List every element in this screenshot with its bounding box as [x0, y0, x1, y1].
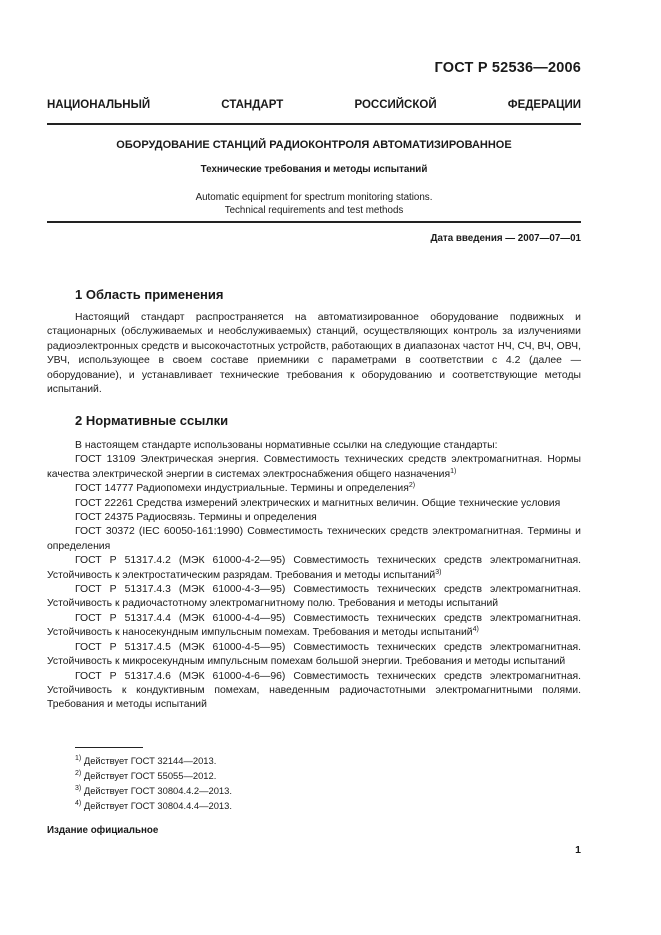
section1-heading: 1 Область применения [75, 287, 224, 302]
footnote-mark: 4) [472, 626, 479, 634]
reference-text: ГОСТ Р 51317.4.5 (МЭК 61000-4-5—95) Совместимость технических средств электромагнитная. Устойчивость к микросекундным импульсным помехам большой энергии. Требования и методы испытаний [47, 641, 581, 668]
footnote-text: Действует ГОСТ 55055—2012. [83, 770, 217, 781]
reference-text: ГОСТ 13109 Электрическая энергия. Совместимость технических средств электромагнитная. Нормы качества электрической энергии в системах электроснабжения общего назначения [47, 454, 581, 480]
page-number: 1 [575, 844, 581, 856]
section1-body [47, 311, 581, 397]
official-edition: Издание официальное [47, 825, 159, 836]
reference-item [47, 670, 581, 713]
footnote-text: Действует ГОСТ 32144—2013. [83, 755, 217, 766]
reference-text: ГОСТ 24375 Радиосвязь. Термины и определения [75, 512, 317, 524]
footnote-text: Действует ГОСТ 30804.4.4—2013. [83, 800, 232, 811]
reference-text: ГОСТ Р 51317.4.4 (МЭК 61000-4-4—95) Совместимость технических средств электромагнитная. Устойчивость к наносекундным импульсным помехам. Требования и методы испытаний [47, 612, 581, 639]
english-title [47, 191, 581, 217]
footnote-mark: 3) [435, 568, 442, 576]
reference-item [47, 453, 581, 482]
footnote-item [75, 798, 232, 813]
reference-item [47, 525, 581, 554]
reference-item [47, 497, 581, 511]
english-title-line2: Technical requirements and test methods [224, 205, 404, 216]
reference-item [47, 612, 581, 641]
footnote-mark: 2) [75, 770, 82, 777]
footnote-item [75, 783, 232, 798]
reference-text: ГОСТ Р 51317.4.3 (МЭК 61000-4-3—95) Совместимость технических средств электромагнитная. Устойчивость к радиочастотному электромагнитному полю. Требования и методы испытаний [47, 584, 581, 610]
reference-item [47, 511, 581, 525]
section2-heading: 2 Нормативные ссылки [75, 413, 229, 428]
footnote-mark: 2) [408, 482, 416, 490]
footnote-text: Действует ГОСТ 30804.4.2—2013. [83, 785, 232, 796]
reference-item [47, 482, 581, 496]
reference-text: ГОСТ 22261 Средства измерений электрических и магнитных величин. Общие технические условия [75, 497, 561, 509]
footnote-item [75, 753, 232, 768]
reference-item [47, 554, 581, 583]
reference-text: ГОСТ Р 51317.4.6 (МЭК 61000-4-6—96) Совместимость технических средств электромагнитная. Устойчивость к кондуктивным помехам, наведенным радиочастотными электромагнитными полями. Требования и методы испытаний [47, 670, 581, 711]
footnote-mark: 3) [75, 785, 82, 792]
footnote-mark: 4) [75, 800, 82, 807]
middle-rule [47, 221, 581, 223]
reference-text: ГОСТ Р 51317.4.2 (МЭК 61000-4-2—95) Совместимость технических средств электромагнитная. Устойчивость к электростатическим разрядам. Требования и методы испытаний [47, 555, 581, 581]
section1-paragraph: Настоящий стандарт распространяется на автоматизированное оборудование подвижных и стационарных (обслуживаемых и необслуживаемых) станций, осуществляющих контроль за излучениями радиоэлектронных средств и высокочастотных устройств, работающих в диапазонах частот НЧ, СЧ, ВЧ, ОВЧ, УВЧ, использующее в своем составе приемники с параметрами в соответствии с 4.2 (далее — оборудование), и устанавливает технические требования к оборудованию и соответствующие методы испытаний. [47, 312, 581, 396]
footnote-rule [75, 747, 143, 748]
footnote-mark: 1) [450, 467, 457, 475]
reference-list [47, 453, 581, 712]
standard-number: ГОСТ Р 52536—2006 [434, 60, 581, 76]
english-title-line1: Automatic equipment for spectrum monitoring stations. [195, 192, 433, 203]
footnotes [75, 753, 232, 813]
document-subtitle: Технические требования и методы испытаний [200, 164, 428, 175]
section2-intro: В настоящем стандарте использованы нормативные ссылки на следующие стандарты: [75, 440, 498, 451]
footnote-item [75, 768, 232, 783]
date-of-introduction: Дата введения — 2007—07—01 [430, 233, 581, 244]
footnote-mark: 1) [75, 755, 82, 762]
reference-text: ГОСТ 14777 Радиопомехи индустриальные. Термины и определения [75, 483, 409, 495]
document-title: ОБОРУДОВАНИЕ СТАНЦИЙ РАДИОКОНТРОЛЯ АВТОМАТИЗИРОВАННОЕ [116, 139, 512, 151]
reference-item [47, 583, 581, 612]
section2-body [47, 439, 581, 713]
reference-item [47, 641, 581, 670]
reference-text: ГОСТ 30372 (IEC 60050-161:1990) Совместимость технических средств электромагнитная. Термины и определения [47, 526, 581, 552]
national-standard-line: НАЦИОНАЛЬНЫЙ СТАНДАРТ РОССИЙСКОЙ ФЕДЕРАЦИИ [47, 99, 581, 111]
top-rule [47, 123, 581, 125]
